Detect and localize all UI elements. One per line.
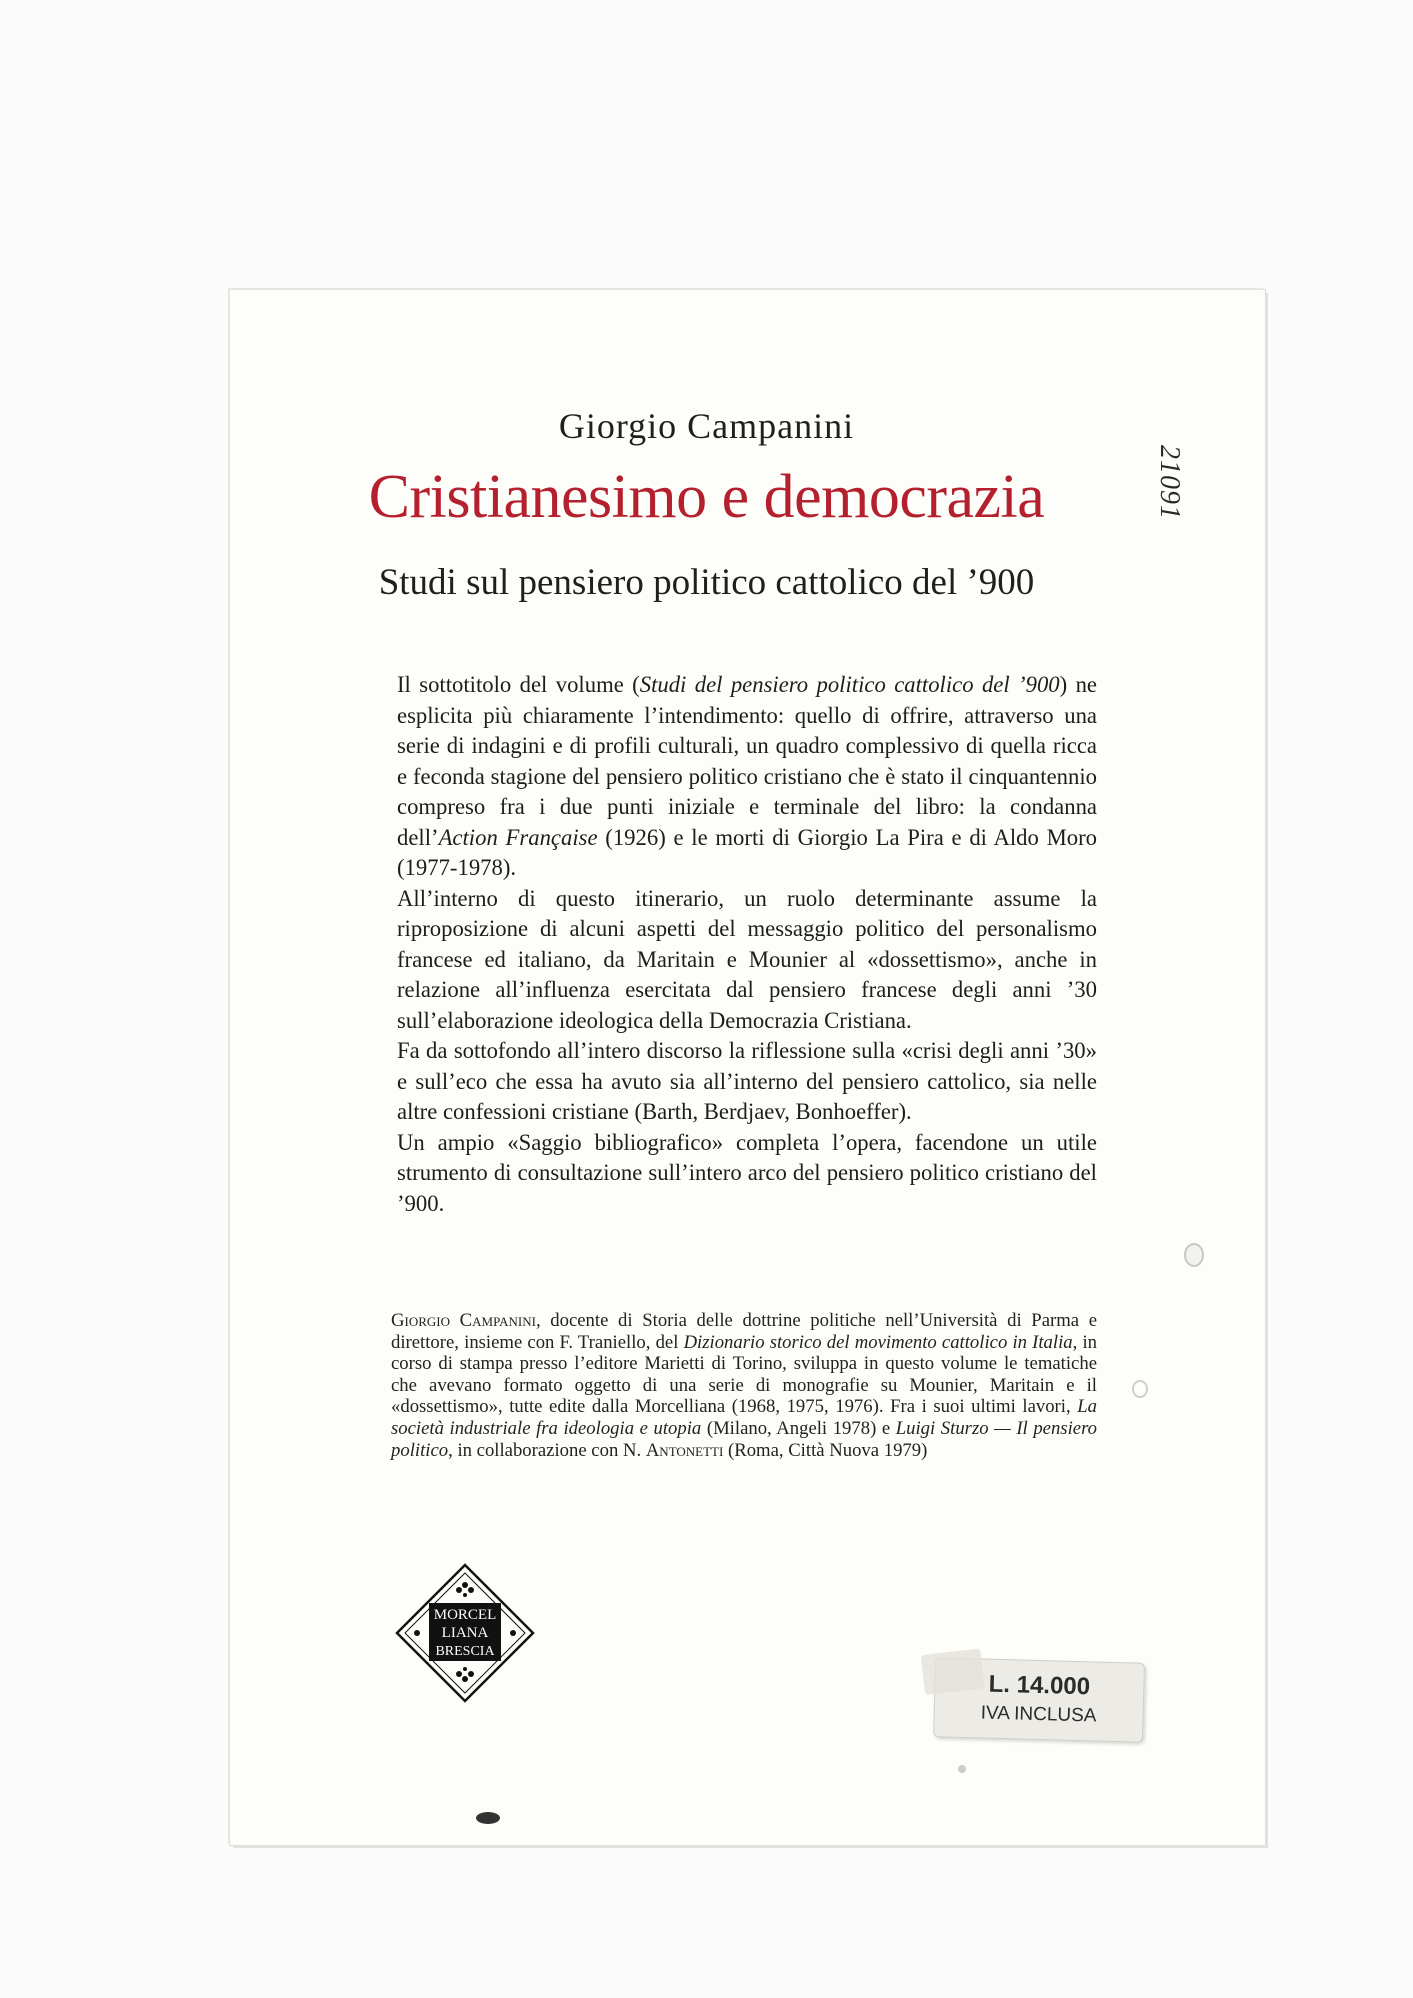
price-sticker bbox=[933, 1657, 1145, 1742]
author-bio bbox=[391, 1310, 1097, 1461]
bio-text-run: (Milano, Angeli 1978) e bbox=[701, 1417, 896, 1439]
bio-italic-run: Luigi Sturzo — Il pensiero politico bbox=[391, 1417, 1097, 1461]
logo-line-1: MORCEL bbox=[433, 1607, 497, 1623]
blurb-italic-run: Studi del pensiero politico cattolico del ’900 bbox=[639, 672, 1060, 697]
bio-italic-run: La società industriale fra ideologia e utopia bbox=[391, 1396, 1097, 1439]
bio-italic-run: Dizionario storico del movimento cattolico in Italia bbox=[683, 1331, 1073, 1353]
blurb-paragraph-1 bbox=[397, 670, 1097, 884]
logo-line-3: BRESCIA bbox=[435, 1644, 495, 1659]
logo-line-2: LIANA bbox=[441, 1625, 489, 1641]
bio-author-name: Giorgio Campanini bbox=[391, 1310, 536, 1331]
bio-text-run: , in corso di stampa presso l’editore Marietti di Torino, sviluppa in questo volume le tematiche che avevano formato oggetto di una serie di monografie su Mounier, Maritain e il «dossettismo», tutte edite dalla Morcelliana (1968, 1975, 1976). Fra i suoi ultimi lavori, bbox=[391, 1331, 1097, 1418]
blurb-text-run: ) ne esplicita più chiaramente l’intendimento: quello di offrire, attraverso una serie di indagini e di profili culturali, un quadro complessivo di quella ricca e feconda stagione del pensiero politico cristiano che è stato il cinquantennio compreso fra i due punti iniziale e terminale del libro: la condanna dell’ bbox=[397, 672, 1097, 850]
price-label: L. 14.000 bbox=[988, 1670, 1091, 1701]
author-name: Giorgio Campanini bbox=[558, 406, 855, 446]
bio-text-run: , docente di Storia delle dottrine politiche nell’Università di Parma e direttore, insieme con F. Traniello, del bbox=[391, 1310, 1097, 1353]
blurb-paragraph-2: All’interno di questo itinerario, un ruolo determinante assume la riproposizione di alcuni aspetti del messaggio politico del personalismo francese ed italiano, da Maritain e Mounier al «dossettismo», anche in relazione all’influenza esercitata dal pensiero francese degli anni ’30 sull’elaborazione ideologica della Democrazia Cristiana. bbox=[397, 885, 1097, 1033]
blurb-paragraph-4: Un ampio «Saggio bibliografico» completa l’opera, facendone un utile strumento di consultazione sull’intero arco del pensiero politico cristiano del ’900. bbox=[397, 1129, 1097, 1216]
bio-text-run: , in collaborazione con N. bbox=[448, 1439, 646, 1461]
book-subtitle: Studi sul pensiero politico cattolico del ’900 bbox=[378, 562, 1035, 603]
bio-text-run: (Roma, Città Nuova 1979) bbox=[723, 1439, 928, 1461]
book-title: Cristianesimo e democrazia bbox=[368, 463, 1045, 531]
paper-speck bbox=[958, 1765, 966, 1773]
blurb-text-run: (1926) e le morti di Giorgio La Pira e di Aldo Moro (1977-1978). bbox=[397, 824, 1097, 880]
publisher-logo bbox=[395, 1563, 535, 1703]
paper-speck bbox=[476, 1812, 500, 1824]
blurb-italic-run: Action Française bbox=[438, 824, 598, 850]
vat-label: IVA INCLUSA bbox=[980, 1702, 1097, 1727]
blurb-paragraph-3: Fa da sottofondo all’intero discorso la riflessione sulla «crisi degli anni ’30» e sull’eco che essa ha avuto sia all’interno del pensiero cattolico, sia nelle altre confessioni cristiane (Barth, Berdjaev, Bonhoeffer). bbox=[397, 1038, 1097, 1124]
blurb-text-run: Il sottotitolo del volume ( bbox=[397, 672, 640, 697]
bio-coauthor-name: Antonetti bbox=[645, 1439, 724, 1461]
paper-speck bbox=[1184, 1243, 1204, 1267]
catalog-number: 21091 bbox=[1154, 445, 1185, 520]
paper-speck bbox=[1132, 1380, 1148, 1398]
blurb-text bbox=[397, 670, 1097, 1219]
